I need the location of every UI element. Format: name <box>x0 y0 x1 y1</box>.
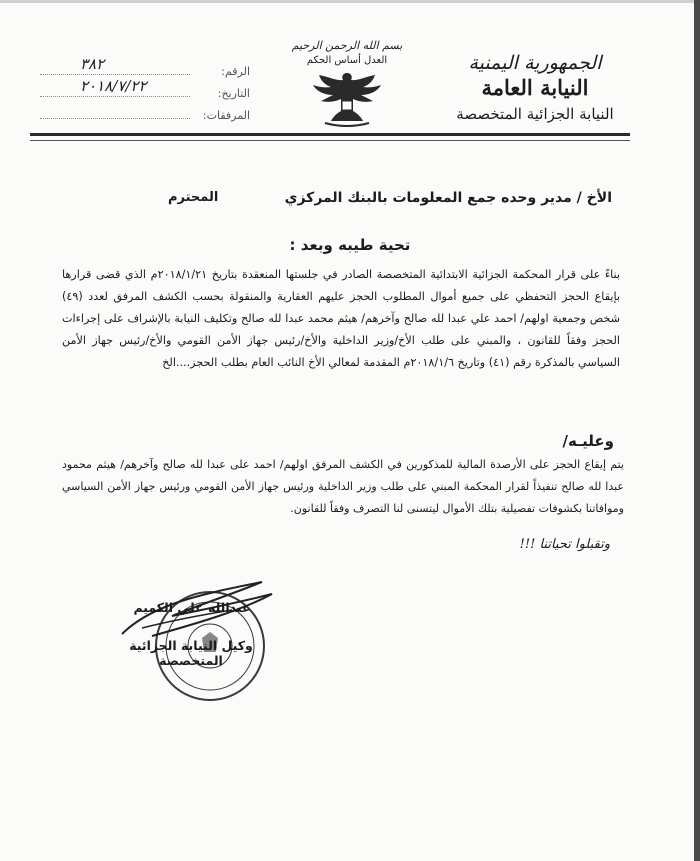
signatory-title: وكيل النيابة الجزائية المتخصصة <box>129 638 253 668</box>
date-row <box>40 77 250 104</box>
eagle-emblem-icon <box>307 67 387 129</box>
org-line: النيابة العامة <box>481 75 589 100</box>
header-rule-thin <box>30 140 630 141</box>
letterhead-org <box>450 52 620 126</box>
date-label: التاريخ: <box>217 87 250 100</box>
attachments-label: المرفقات: <box>202 109 250 122</box>
date-value: ٢٠١٨/٧/٢٢ <box>80 77 147 95</box>
decision-heading: وعليـه/ <box>562 432 614 450</box>
motto: العدل أساس الحكم <box>306 55 388 66</box>
honorific: المحترم <box>168 190 219 205</box>
reference-block <box>40 55 250 126</box>
gov-line: الجمهورية اليمنية <box>468 52 602 74</box>
page-top-edge <box>0 0 700 3</box>
greeting: تحية طيبه وبعد : <box>289 236 411 254</box>
number-label: الرقم: <box>221 65 250 78</box>
letterhead-emblem <box>282 40 412 135</box>
attachments-row <box>40 104 250 126</box>
number-value: ٣٨٢ <box>80 55 105 73</box>
letter-body: بناءً على قرار المحكمة الجزائية الابتدائية المتخصصة الصادر في جلستها المنعقدة بتاريخ ٢٠١٨/١/٢١م الذي قضى قرارها بإيقاع الحجز التحفظي على جميع أموال المطلوب الحجز عليهم العقارية والمنقولة بحسب الكشف المرفق لعدد (٤٩) شخص وجمعية اولهم/ احمد علي عبدا لله صالح وآخرهم/ هيثم محمد عبدا لله صالح وتكليف النيابة بالإشراف على إجراءات الحجز وفقاً للقانون ، والمبني على طلب الأخ/وزير الداخلية والأخ/رئيس جهاز الأمن القومي والأخ/رئيس جهاز الأمن السياسي بالمذكرة رقم (٤١) وتاريخ ٢٠١٨/١/٦م المقدمة لمعالي الأخ النائب العام بطلب الحجز....الخ <box>62 268 620 369</box>
signatory-name: عبدالله علي الكميم <box>133 600 251 615</box>
basmala: بسم الله الرحمن الرحيم <box>291 39 403 52</box>
page-right-edge <box>694 0 700 861</box>
dept-line: النيابة الجزائية المتخصصة <box>456 105 614 123</box>
closing: وتقبلوا تحياتنا !!! <box>519 537 610 552</box>
header-rule <box>30 133 630 136</box>
decision-text: يتم إيقاع الحجز على الأرصدة المالية للمذكورين في الكشف المرفق اولهم/ احمد على عبدا لله صالح وآخرهم/ هيثم محمود عبدا لله صالح تنفيذاً لقرار المحكمة المبني على طلب وزير الداخلية ورئيس جهاز الأمن القومي ورئيس جهاز الأمن السياسي وموافاتنا بكشوفات تفصيلية بتلك الأموال ليتسنى لنا التصرف وفقاً للقانون. <box>62 458 624 515</box>
addressee: الأخ / مدير وحده جمع المعلومات بالبنك المركزي <box>284 190 612 206</box>
